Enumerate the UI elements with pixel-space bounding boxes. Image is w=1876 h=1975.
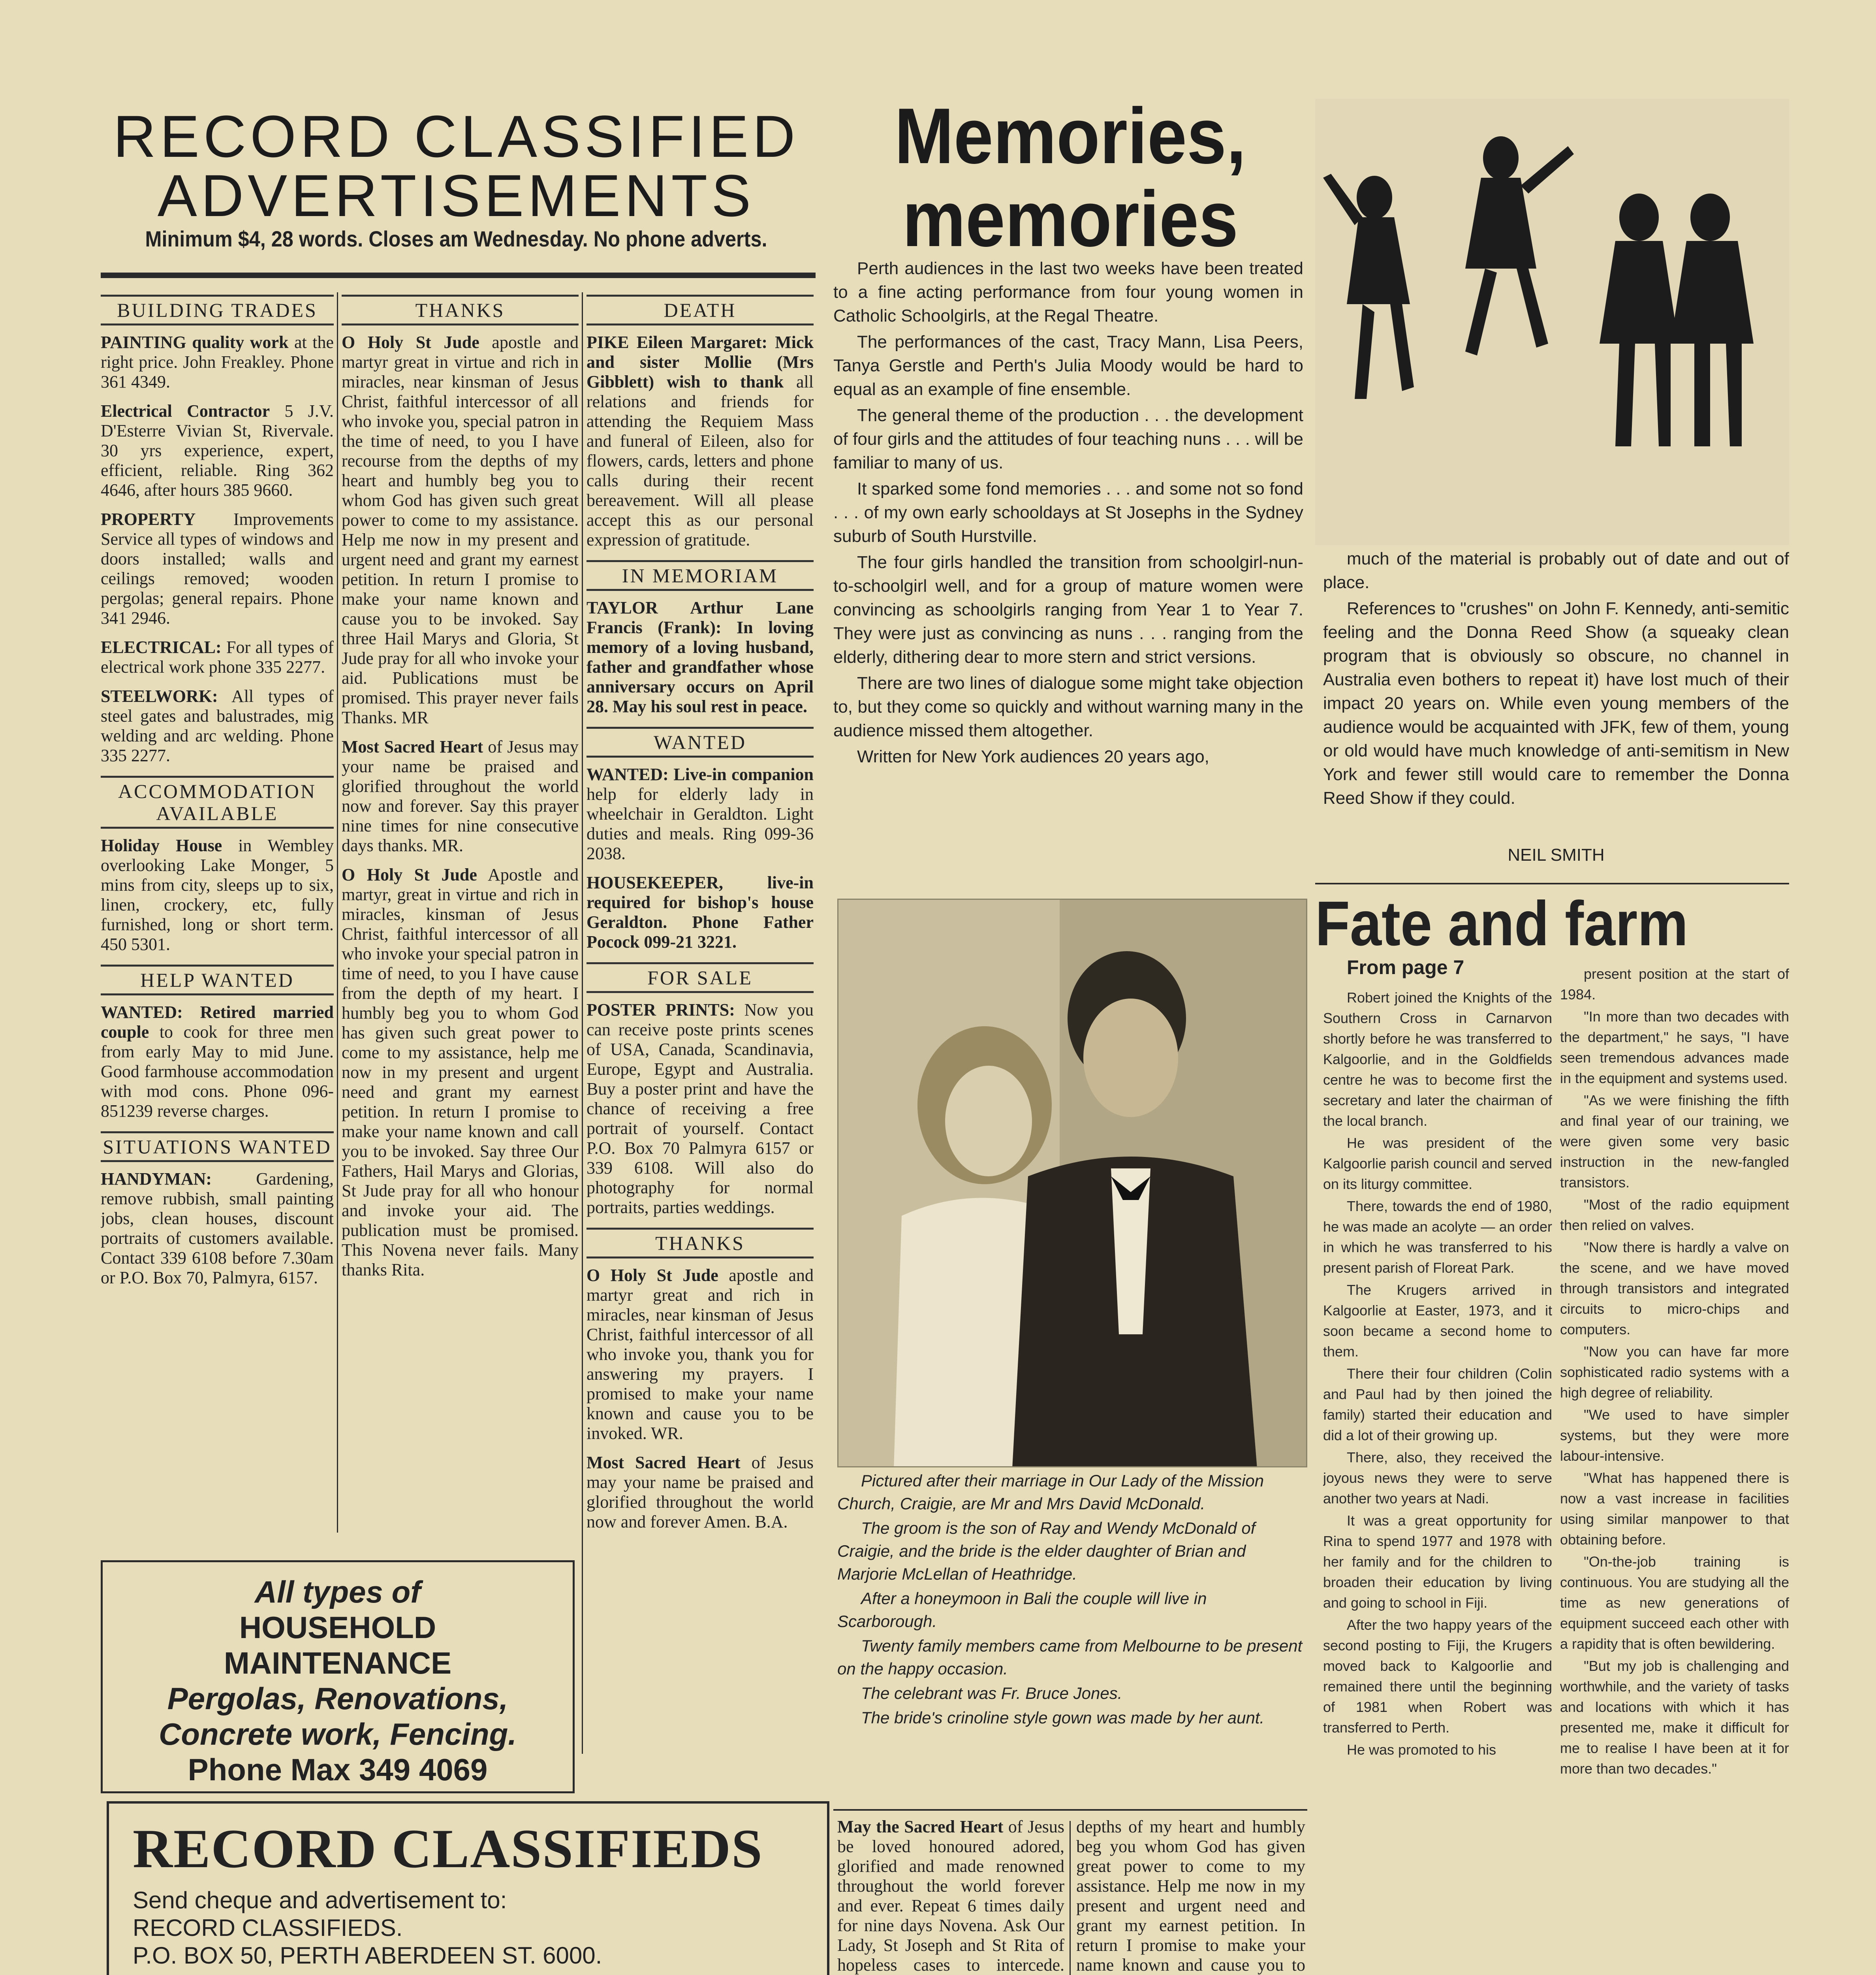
classified-ad [586, 333, 814, 550]
ad-text: to cook for three men from early May to mid June. Good farmhouse accommodation with mod cons. Phone 096-851239 reverse charges. [101, 1022, 334, 1121]
maintenance-ad-box [101, 1560, 575, 1793]
caption-paragraph: The groom is the son of Ray and Wendy McDonald of Craigie, and the bride is the elder daughter of Brian and Marjorie McLellan of Heathridge. [837, 1519, 1256, 1583]
section-heading: ACCOMMODATION AVAILABLE [101, 776, 334, 829]
classified-ad [586, 598, 814, 717]
classified-ad [101, 333, 334, 392]
maintenance-line2: HOUSEHOLD [239, 1610, 436, 1645]
prayers-right [1076, 1817, 1305, 1975]
classified-ad [101, 687, 334, 766]
ad-text: Gardening, remove rubbish, small painting jobs, clean houses, discount portraits of customers available. Contact 339 6108 before 7.30am or P.O. Box 70, Palmyra, 6157. [101, 1169, 334, 1287]
section-heading: BUILDING TRADES [101, 295, 334, 325]
ad-lead: Most Sacred Heart [586, 1453, 741, 1472]
ad-text: help for elderly lady in wheelchair in Geraldton. Light duties and meals. Ring 099-36 2038. [586, 784, 814, 863]
classified-ad [342, 865, 579, 1280]
ad-text: in Wembley overlooking Lake Monger, 5 mins from city, sleeps up to six, linen, crockery, etc, fully furnished, long or short term. 450 5301. [101, 836, 334, 954]
wedding-photo [837, 899, 1307, 1467]
ad-lead: Electrical Contractor [101, 401, 270, 421]
ad-text: For all types of electrical work phone 335 2277. [101, 638, 334, 677]
order-form-addr2: P.O. BOX 50, PERTH ABERDEEN ST. 6000. [133, 1942, 602, 1969]
wedding-image [838, 900, 1307, 1467]
memories-paragraph: The performances of the cast, Tracy Mann, Lisa Peers, Tanya Gerstle and Perth's Julia Moody would be hard to equal as an example of fine ensemble. [833, 332, 1303, 399]
fate-paragraph: It was a great opportunity for Rina to spend 1977 and 1978 with her family and for the children to broaden their education by living and going to school in Fiji. [1323, 1512, 1552, 1611]
memories-paragraph: much of the material is probably out of date and out of place. [1323, 549, 1789, 592]
column-divider [1070, 1821, 1071, 1975]
classified-subtitle: Minimum $4, 28 words. Closes am Wednesday. No phone adverts. [145, 226, 767, 251]
fate-paragraph: "On-the-job training is continuous. You are studying all the time as new generations of equipment succeed each other with a rapidity that is often bewildering. [1560, 1554, 1789, 1652]
fate-paragraph: There, towards the end of 1980, he was made an acolyte — an order in which he was transferred to his present parish of Floreat Park. [1323, 1198, 1552, 1276]
section-rule [833, 1809, 1307, 1811]
fate-paragraph: There, also, they received the joyous news they were to serve another two years at Nadi. [1323, 1449, 1552, 1507]
classified-column-2 [342, 284, 579, 1533]
fate-paragraph: "Now there is hardly a valve on the scene, and we have moved through transistors and integrated circuits to micro-chips and computers. [1560, 1239, 1789, 1337]
fate-title: Fate and farm [1315, 888, 1688, 959]
classified-ad [101, 510, 334, 628]
classified-ad [342, 737, 579, 856]
section-heading: WANTED [586, 727, 814, 758]
schoolgirls-image [1315, 99, 1789, 545]
section-heading: THANKS [586, 1228, 814, 1258]
classified-ad [101, 638, 334, 677]
fate-paragraph: "We used to have simpler systems, but they were more labour-intensive. [1560, 1407, 1789, 1464]
section-heading: THANKS [342, 295, 579, 325]
ad-text: Improvements Service all types of windows and doors installed; walls and ceilings removed; wooden pergolas; general repairs. Phone 341 2946. [101, 510, 334, 628]
ad-lead: O Holy St Jude [342, 865, 477, 884]
ad-text: depths of my heart and humbly beg you whom God has given great power to come to my assistance. Help me now in my present and urgent need and grant my earnest petition. In return I promise to make your name known and cause you to [1076, 1817, 1305, 1975]
memories-title-line1: Memories, [894, 92, 1246, 180]
classified-ad [101, 401, 334, 500]
fate-paragraph: present position at the start of 1984. [1560, 966, 1789, 1003]
ad-text: of Jesus may your name be praised and glorified throughout the world now and forever Amen. B.A. [586, 1453, 814, 1531]
ad-text: at the right price. John Freakley. Phone 361 4349. [101, 333, 334, 391]
classified-ad [586, 1000, 814, 1217]
section-heading: SITUATIONS WANTED [101, 1131, 334, 1162]
column-divider [582, 292, 583, 1754]
caption-paragraph: The celebrant was Fr. Bruce Jones. [861, 1684, 1122, 1702]
order-form-addr1: RECORD CLASSIFIEDS. [133, 1915, 403, 1941]
ad-text: apostle and martyr great in virtue and rich in miracles, near kinsman of Jesus Christ, faithful intercessor of all who invoke you, special patron in the time of need, to you I have recourse from the depths of my heart and humbly beg you to whom God has given such great power to come to my assistance. Help me now in my present and urgent need and grant my earnest petition. In return I promise to make your name known and cause you to be invoked. Say three Hail Marys and Gloria, St Jude pray for all who invoke your aid. Publications must be promised. This prayer never fails Thanks. MR [342, 333, 579, 727]
ad-lead: PAINTING quality work [101, 333, 289, 352]
ad-lead: WANTED: Retired married couple [101, 1003, 334, 1042]
classified-ad [586, 1266, 814, 1443]
prayers-left [837, 1817, 1064, 1975]
ad-lead: Holiday House [101, 836, 222, 855]
caption-paragraph: The bride's crinoline style gown was made by her aunt. [861, 1708, 1265, 1727]
caption-paragraph: Twenty family members came from Melbourne to be present on the happy occasion. [837, 1636, 1303, 1678]
ad-lead: O Holy St Jude [342, 333, 479, 352]
fate-paragraph: "In more than two decades with the department," he says, "I have seen tremendous advances made in the equipment and systems used. [1560, 1008, 1789, 1086]
memories-continued [1323, 547, 1789, 863]
ad-text: Now you can receive poste prints scenes of USA, Canada, Scandinavia, Europe, Egypt and Australia. Buy a poster print and have the chance of receiving a free portrait of yourself. Contact P.O. Box 70 Palmyra 6157 or 339 6108. Will also do photography for normal portraits, parties weddings. [586, 1000, 814, 1217]
caption-paragraph: Pictured after their marriage in Our Lady of the Mission Church, Craigie, are Mr and Mrs David McDonald. [837, 1471, 1264, 1513]
ad-lead: Most Sacred Heart [342, 737, 483, 756]
prayer-ad [837, 1817, 1064, 1975]
fate-column-1 [1323, 988, 1552, 1975]
ad-lead: TAYLOR Arthur Lane Francis (Frank): In loving memory of a loving husband, father and grandfather whose anniversary occurs on April 28. May his soul rest in peace. [586, 598, 814, 716]
maintenance-line3: MAINTENANCE [224, 1646, 452, 1680]
memories-paragraph: It sparked some fond memories . . . and some not so fond . . . of my own early schooldays at St Josephs in the Sydney suburb of South Hurstville. [833, 479, 1303, 546]
ad-text: of Jesus be loved honoured adored, glorified and made renowned throughout the world forever and ever. Repeat 6 times daily for nine days Novena. Ask Our Lady, St Joseph and St Rita of hopeless cases to intercede. [837, 1817, 1064, 1975]
schoolgirls-photo [1315, 99, 1789, 545]
memories-paragraph: There are two lines of dialogue some might take objection to, but they come so quickly and without warning many in the audience missed them altogether. [833, 673, 1303, 740]
ad-lead: O Holy St Jude [586, 1266, 718, 1285]
ad-lead: HOUSEKEEPER, live-in required for bishop's house Geraldton. Phone Father Pocock 099-21 3221. [586, 873, 814, 952]
order-form [107, 1801, 829, 1975]
classified-title-line1: RECORD CLASSIFIED [113, 103, 799, 169]
fate-paragraph: "What has happened there is now a vast increase in facilities using similar manpower to that obtaining before. [1560, 1470, 1789, 1548]
ad-lead: STEELWORK: [101, 687, 218, 706]
column-divider [337, 292, 338, 1533]
ad-lead: ELECTRICAL: [101, 638, 222, 657]
classified-ad [101, 1003, 334, 1121]
ad-lead: POSTER PRINTS: [586, 1000, 735, 1019]
fate-from: From page 7 [1347, 956, 1464, 978]
ad-lead: PROPERTY [101, 510, 196, 529]
ad-lead: HANDYMAN: [101, 1169, 212, 1189]
fate-paragraph: "Most of the radio equipment then relied on valves. [1560, 1196, 1789, 1233]
ad-lead: WANTED: Live-in companion [586, 765, 814, 784]
wedding-caption [837, 1469, 1307, 1809]
section-heading: FOR SALE [586, 962, 814, 993]
fate-paragraph: He was president of the Kalgoorlie parish council and served on its liturgy committee. [1323, 1135, 1552, 1192]
classified-header-rule [101, 273, 816, 278]
memories-title [841, 92, 1299, 263]
classified-column-3 [586, 284, 814, 1754]
order-form-title: RECORD CLASSIFIEDS [133, 1818, 763, 1879]
caption-paragraph: After a honeymoon in Bali the couple will live in Scarborough. [837, 1589, 1207, 1631]
classified-column-1 [101, 284, 334, 1533]
fate-paragraph: After the two happy years of the second posting to Fiji, the Krugers moved back to Kalgoorlie and remained there until the beginning of 1981 when Robert was transferred to Perth. [1323, 1617, 1552, 1736]
classified-ad [342, 333, 579, 728]
classified-ad [101, 836, 334, 954]
fate-paragraph: The Krugers arrived in Kalgoorlie at Easter, 1973, and it soon became a second home to them. [1323, 1282, 1552, 1360]
maintenance-line1: All types of [254, 1574, 421, 1609]
section-rule [1315, 883, 1789, 884]
order-form-send: Send cheque and advertisement to: [133, 1887, 507, 1913]
memories-paragraph: Perth audiences in the last two weeks have been treated to a fine acting performance from four young women in Catholic Schoolgirls, at the Regal Theatre. [833, 259, 1303, 325]
memories-paragraph: The four girls handled the transition from schoolgirl-nun-to-schoolgirl well, and for a group of mature women were convincing as schoolgirls ranging from Year 1 to Year 7. They were just as convincing as nuns . . . ranging from the elderly, dithering dear to more stern and strict versions. [833, 553, 1303, 667]
ad-text: All types of steel gates and balustrades, mig welding and arc welding. Phone 335 2277. [101, 687, 334, 765]
memories-body [833, 257, 1303, 889]
memories-paragraph: The general theme of the production . . . the development of four girls and the attitudes of four teaching nuns . . . will be familiar to many of us. [833, 406, 1303, 472]
section-heading: DEATH [586, 295, 814, 325]
ad-text: of Jesus may your name be praised and glorified throughout the world now and forever. Say this prayer nine times for nine consecutive days thanks. MR. [342, 737, 579, 855]
ad-text: 5 J.V. D'Esterre Vivian St, Rivervale. 30 yrs experience, expert, efficient, reliable. Ring 362 4646, after hours 385 9660. [101, 401, 334, 500]
fate-paragraph: "As we were finishing the fifth and final year of our training, we were given some very basic instruction in the new-fangled transistors. [1560, 1092, 1789, 1191]
classified-ad [586, 873, 814, 952]
ad-lead: May the Sacred Heart [837, 1817, 1004, 1836]
fate-paragraph: There their four children (Colin and Paul had by then joined the family) started their education and did a lot of their growing up. [1323, 1366, 1552, 1443]
section-heading: HELP WANTED [101, 965, 334, 995]
classified-header [101, 103, 812, 273]
prayer-ad [1076, 1817, 1305, 1975]
ad-text: all relations and friends for attending the Requiem Mass and funeral of Eileen, also for flowers, cards, letters and phone calls during their recent bereavement. Will all please accept this as our personal expression of gratitude. [586, 372, 814, 549]
ad-lead: PIKE Eileen Margaret: Mick and sister Mollie (Mrs Gibblett) wish to thank [586, 333, 814, 391]
memories-paragraph: Written for New York audiences 20 years ago, [857, 747, 1209, 766]
ad-text: Apostle and martyr, great in virtue and rich in miracles, kinsman of Jesus Christ, faithful intercessor of all who invoke your special patron in time of need, to you I have cause from the depth of my heart. I humbly beg you to whom God has given such great power to come to my assistance, help me now in my present and urgent need and grant my earnest petition. In return I promise to make your name known and call you to be invoked. Say three Our Fathers, Hail Marys and Glorias, St Jude pray for all who honour and invoke your aid. The publication must be promised. This Novena never fails. Many thanks Rita. [342, 865, 579, 1279]
maintenance-line5: Concrete work, Fencing. [159, 1717, 517, 1751]
ad-text: apostle and martyr great and rich in miracles, near kinsman of Jesus Christ, faithful intercessor of all who invoke you, thank you for answering my prayers. I promised to make your name known and cause you to be invoked. WR. [586, 1266, 814, 1443]
memories-byline: NEIL SMITH [1508, 845, 1605, 865]
fate-paragraph: "But my job is challenging and worthwhile, and the variety of tasks and locations with which it has presented me, make it difficult for me to realise I have been at it for more than two decades." [1560, 1658, 1789, 1777]
memories-paragraph: References to "crushes" on John F. Kennedy, anti-semitic feeling and the Donna Reed Show (a squeaky clean program that is obviously so obscure, no channel in Australia even bothers to repeat it) have lost much of their impact 20 years on. While even young members of the audience would be acquainted with JFK, few of them, young or old would have much knowledge of anti-semitism in New York and fewer still would care to remember the Donna Reed Show if they could. [1323, 599, 1789, 808]
fate-column-2 [1560, 964, 1789, 1975]
classified-ad [586, 1453, 814, 1532]
memories-title-line2: memories [902, 175, 1239, 263]
classified-ad [586, 765, 814, 863]
classified-ad [101, 1169, 334, 1288]
fate-paragraph: "Now you can have far more sophisticated radio systems with a high degree of reliability. [1560, 1343, 1789, 1401]
section-heading: IN MEMORIAM [586, 560, 814, 591]
maintenance-line6: Phone Max 349 4069 [188, 1752, 488, 1787]
fate-paragraph: He was promoted to his [1347, 1742, 1496, 1758]
maintenance-line4: Pergolas, Renovations, [167, 1681, 508, 1716]
classified-title-line2: ADVERTISEMENTS [157, 162, 755, 229]
fate-paragraph: Robert joined the Knights of the Southern Cross in Carnarvon shortly before he was transferred to Kalgoorlie, and in the Goldfields centre he was to become first the secretary and later the chairman of the local branch. [1323, 989, 1552, 1129]
